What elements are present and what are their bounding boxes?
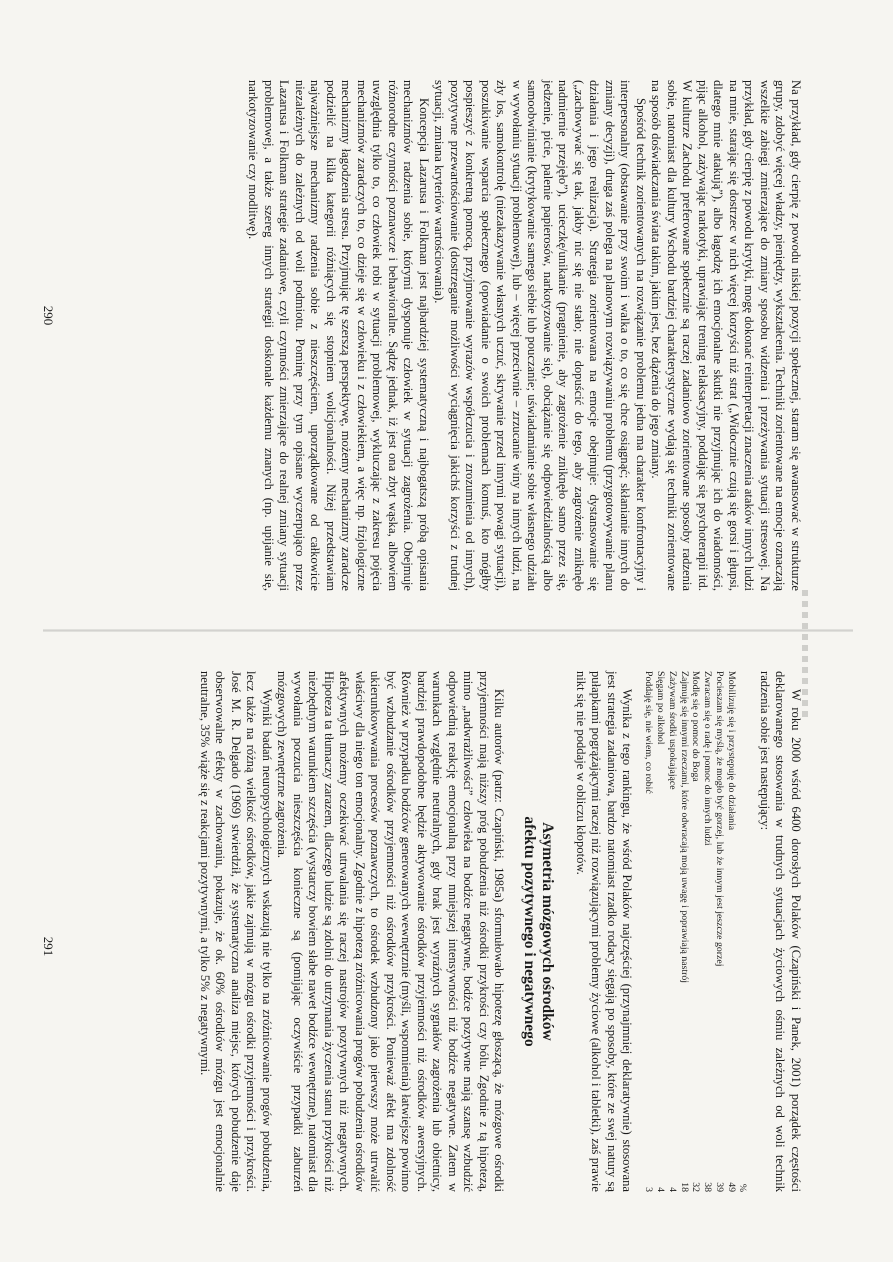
survey-label: Zajmuję się innymi rzeczami, które odwracają moją uwagę i poprawiają nastrój: [678, 671, 690, 984]
page-number: 290: [41, 305, 56, 326]
survey-pct: 32: [690, 1182, 702, 1192]
survey-header-pct: %: [737, 1183, 749, 1192]
survey-row: [725, 671, 737, 1192]
survey-row: [701, 671, 713, 1192]
survey-table: [642, 671, 748, 1192]
right-page: [0, 631, 893, 1262]
survey-row: [654, 671, 666, 1192]
section-heading-line: afektu pozytywnego i negatywnego: [521, 816, 539, 1047]
survey-row: [713, 671, 725, 1192]
survey-label: Modlę się o pomoc do Boga: [690, 671, 702, 782]
survey-label: Zażywam środki uspokajające: [666, 671, 678, 790]
body-paragraph: Wyniki badań neuropsychologicznych wskazują nie tylko na zróżnicowanie progów pobudzenia, lecz także na różną wielkość ośrodków, jakie zajmują w mózgu ośrodki przyjemności i przykrości. José M. R. Delgado (1969) stwierdził, że systematyczna analiza miejsc, których pobudzenie daje obserwowalne efekty w zachowaniu, pokazuje, że ok. 60% ośrodków mózgu jest emocjonalnie neutralne, 35% wiąże się z reakcjami pozytywnymi, a tylko 5% z negatywnymi.: [197, 671, 274, 1192]
survey-label: Mobilizuję się i przystępuję do działania: [725, 671, 737, 831]
survey-row: [690, 671, 702, 1192]
survey-label: Pocieszam się myślą, że mogło być gorzej, lub że innym jest jeszcze gorzej: [713, 671, 725, 967]
survey-pct: 3: [643, 1187, 655, 1192]
section-heading: [520, 671, 556, 1192]
intro-paragraph: W roku 2000 wśród 6400 dorosłych Polaków (Czapiński i Panek, 2001) porządek częstości deklarowanego stosowania w trudnych sytuacjach życiowych ośmiu zależnych od woli technik radzenia sobie jest następujący:: [758, 671, 803, 1192]
survey-pct: 39: [713, 1182, 725, 1192]
survey-pct: 4: [654, 1187, 666, 1192]
survey-row: [666, 671, 678, 1192]
survey-label: Zwracam się o radę i pomoc do innych ludzi: [702, 671, 714, 846]
section-heading-line: Asymetria mózgowych ośrodków: [539, 822, 557, 1041]
survey-header: [737, 671, 749, 1192]
survey-row: [642, 671, 654, 1192]
survey-pct: 38: [702, 1182, 714, 1192]
body-paragraph: Wynika z tego rankingu, że wśród Polaków najczęściej (przynajmniej deklaratywnie) stosowana jest strategia zadaniowa, bardzo natomiast rzadko rodacy sięgają po sposoby, które ze swej natury są pułapkami pogrążającymi raczej niż rozwiązującymi problemy życiowe (alkohol i tabletki), zaś prawie nikt się nie poddaje w obliczu kłopotów.: [573, 671, 635, 1192]
body-paragraph: Kilku autorów (patrz: Czapiński, 1985a) sformułowało hipotezę głoszącą, że mózgowe ośrodki przyjemności mają niższy próg pobudzenia niż ośrodki przykrości czy bólu. Zgodnie z tą hipotezą, mimo „nadwrażliwości” człowieka na bodźce negatywne, bodźce pozytywne mają szansę wzbudzić odpowiednią reakcję emocjonalną przy mniejszej intensywności niż bodźce negatywne. Zatem w warunkach względnie neutralnych, gdy brak jest wyraźnych sygnałów zagrożenia lub obietnicy, bardziej prawdopodobne będzie aktywowanie ośrodków przyjemności niż ośrodków awersyjnych. Również w przypadku bodźców generowanych wewnętrznie (myśli, wspomnienia) łatwiejsze powinno być wzbudzanie ośrodków przyjemności niż ośrodków przykrości. Ponieważ afekt ma zdolność ukierunkowywania procesów poznawczych, to ośrodek wzbudzony jako pierwszy może utrwalić właściwy dla niego ton emocjonalny. Zgodnie z hipotezą zróżnicowania progów pobudzenia ośrodków afektywnych możemy oczekiwać utrwalania się raczej nastrojów pozytywnych niż negatywnych. Hipoteza ta tłumaczy zarazem, dlaczego ludzie są zdolni do utrzymania życzenia stanu przykrości niż niezbędnym warunkiem szczęścia (wystarczy bowiem słabe nawet bodźce wewnętrzne), natomiast dla wywołania poczucia nieszczęścia konieczne są (pomijając oczywiście przypadki zaburzeń mózgowych) zewnętrzne zagrożenia.: [275, 671, 507, 1192]
survey-label: Sięgam po alkohol: [654, 671, 666, 745]
survey-pct: 4: [666, 1187, 678, 1192]
survey-label: Poddaję się, nie wiem, co robić: [643, 671, 655, 794]
page-number: 291: [41, 936, 56, 957]
body-paragraph: Koncepcja Lazarusa i Folkman jest najbardziej systematyczną i najbogatszą próbą opisania mechanizmów radzenia sobie, którymi dysponuje człowiek w sytuacji zagrożenia. Obejmuje różnorodne czynności poznawcze i behawioralne. Sądzę jednak, iż jest ona zbyt wąska, albowiem uwzględnia tylko to, co człowiek robi w sytuacji problemowej, wykluczając z zakresu pojęcia mechanizmów zaradczych to, co dzieje się w człowieku i z człowiekiem, a więc np. fizjologiczne mechanizmy łagodzenia stresu. Przyjmując tę szerszą perspektywę, możemy mechanizmy zaradcze podzielić na kilka kategorii różniących się stopniem wolicjonalności. Niżej przedstawiam najważniejsze mechanizmy radzenia sobie z nieszczęściem, uporządkowane od całkowicie niezależnych do zależnych od woli podmiotu. Pominę przy tym opisane wyczerpująco przez Lazarusa i Folkman strategie zadaniowe, czyli czynności zmierzające do realnej zmiany sytuacji problemowej, a także szereg innych strategii doskonale każdemu znanych (np. upijanie się, narkotyzowanie czy modlitwę).: [246, 80, 431, 591]
survey-pct: 18: [678, 1182, 690, 1192]
survey-row: [678, 671, 690, 1192]
body-paragraph: Spośród technik zorientowanych na rozwiązanie problemu jedna ma charakter konfrontacyjny i interpersonalny (obstawanie przy swoim i walka o to, co się chce osiągnąć; skłanianie innych do zmiany decyzji), druga zaś polega na planowym rozwiązywaniu problemu (przygotowywanie planu działania i jego realizacja). Strategia zorientowana na emocje obejmuje: dystansowanie się („zachowywać się tak, jakby nic się nie stało; nie dopuścić do tego, aby zagrożenie zniknęło nadmiernie przejęło”), ucieczkę/unikanie (pragnienie, aby zagrożenie zniknęło samo przez się, jedzenie, picie, palenie papierosów, narkotyzowanie się), obciążanie się odpowiedzialnością albo samoobwinianie (krytykowanie samego siebie lub pouczanie; uświadamianie sobie własnego udziału w wywołaniu sytuacji problemowej), lub – więcej przeciwnie – zrzucanie winy na innych ludzi, na zły los, samokontrolę (niezakazywanie własnych uczuć, skrywanie przed innymi powagi sytuacji), poszukiwanie wsparcia społecznego (opowiadanie o swoich problemach komuś, kto mógłby pospieszyć z konkretną pomocą, przyjmowanie wyrazów współczucia i zrozumienia od innych), pozytywne przewartościowanie (dostrzeganie możliwości wyciągnięcia jakichś korzyści z trudnej sytuacji, zmiana kryteriów wartościowania).: [432, 80, 648, 591]
survey-pct: 49: [725, 1182, 737, 1192]
body-paragraph: Na przykład, gdy cierpię z powodu niskiej pozycji społecznej, staram się awansować w strukturze grupy, zdobyć więcej władzy, pieniędzy, wykształcenia. Techniki zorientowane na emocje oznaczają wszelkie zabiegi zmierzające do zmiany sposobu widzenia i przeżywania sytuacji stresowej. Na przykład, gdy cierpię z powodu krytyki, mogę dokonać reinterpretacji znaczenia ataków innych ludzi na mnie, starając się dostrzec w nich więcej korzyści niż strat („Widocznie czują się gorsi i głupsi, dlatego mnie atakują”), albo łagodzę ich emocjonalne skutki nie przyjmując ich do wiadomości, pijąc alkohol, zażywając narkotyki, uprawiając trening relaksacyjny, poddając się psychoterapii itd. W kulturze Zachodu preferowane społecznie są raczej zadaniowo zorientowane sposoby radzenia sobie, natomiast dla kultury Wschodu bardziej charakterystyczne wydają się techniki zorientowane na sposób doświadczania świata takim, jakim jest, bez dążenia do jego zmiany.: [649, 80, 803, 591]
